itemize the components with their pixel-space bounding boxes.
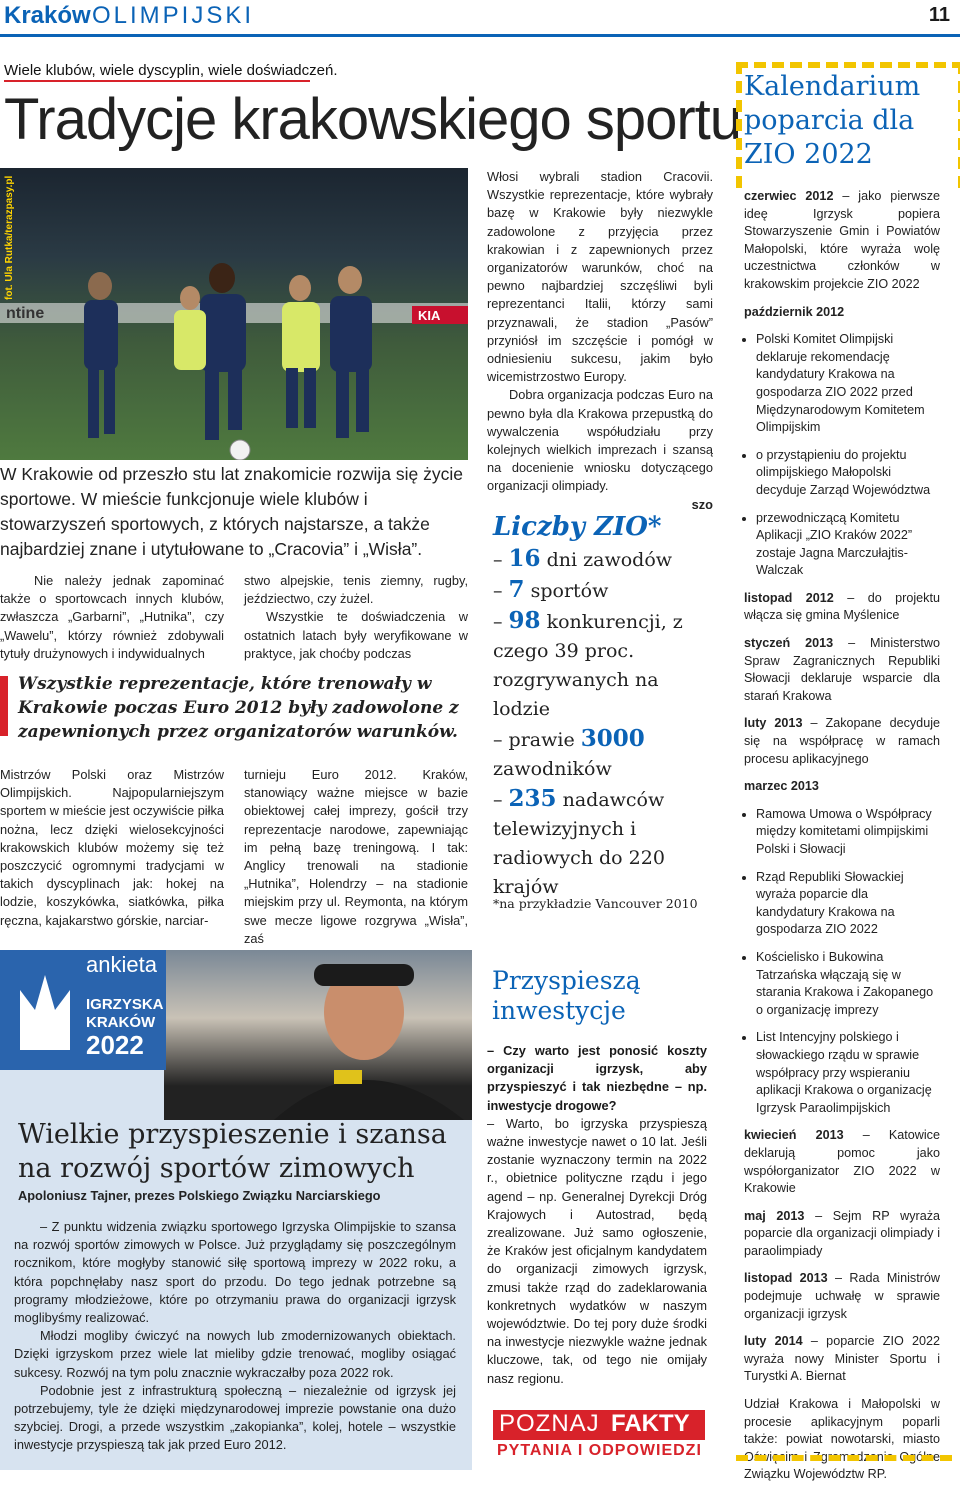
ankieta-body <box>14 1218 456 1455</box>
month: styczeń 2013 <box>744 636 834 651</box>
portrait-photo <box>164 950 472 1120</box>
month: kwiecień 2013 <box>744 1128 844 1143</box>
photo-credit: fot. Ula Rutka/terazpasy.pl <box>4 175 15 300</box>
liczby-row: – 235 nadawców telewizyjnych i radiowych do 220 krajów <box>493 785 665 898</box>
svg-text:KIA: KIA <box>418 308 441 323</box>
col3-signature: szo <box>691 496 713 512</box>
crown-icon <box>10 970 80 1060</box>
ankieta-title: Wielkie przyspieszenie i szansa na rozwój sportów zimowych <box>18 1119 447 1184</box>
month: listopad 2013 <box>744 1271 828 1286</box>
pullquote-bar <box>0 676 8 736</box>
liczby-text: zawodników <box>493 758 612 780</box>
col1-top: Nie należy jednak zapominać także o sportowcach innych klubów, zwłaszcza „Garbarni”, „Hutnika”, czy „Wawelu”, którzy również zdobywali tytuły drużynowych i indywidualnych <box>0 573 224 661</box>
kalendarium-list <box>744 188 940 1494</box>
pytania-text: PYTANIA I ODPOWIEDZI <box>497 1442 702 1459</box>
month: październik 2012 <box>744 304 845 319</box>
portrait-illustration <box>164 950 472 1120</box>
logo-line3: 2022 <box>86 1030 144 1060</box>
pullquote: Wszystkie reprezentacje, które trenowały w Krakowie poczas Euro 2012 były zadowolone z zapewnionych przez organizatorów warunków. <box>18 674 459 742</box>
liczby-row: – 7 sportów <box>493 576 609 603</box>
page-title: Tradycje krakowskiego sportu <box>4 87 742 152</box>
entry: – Ministerstwo Spraw Zagranicznych Republiki Słowacji deklaruje wsparcie dla starań Krakowa <box>744 636 941 703</box>
liczby-row: – prawie 3000 zawodników <box>493 725 645 780</box>
brand-krakow: Kraków <box>4 2 91 29</box>
entry: • Polski Komitet Olimpijski deklaruje rekomendację kandydatury Krakowa na gospodarza ZIO 2022 przed Międzynarodowym Komitetem Olimpijskim <box>756 331 940 437</box>
entry: – Rada Ministrów podejmuje uchwałę w sprawie organizacji igrzysk <box>744 1271 940 1321</box>
entry: – poparcie ZIO 2022 wyraża nowy Minister Sportu i Turystki A. Biernat <box>744 1334 941 1384</box>
liczby-row: – 16 dni zawodów <box>493 545 673 572</box>
kalendarium-bottom-rule <box>736 1455 952 1467</box>
month: luty 2013 <box>744 716 803 731</box>
liczby-num: 3000 <box>580 725 645 752</box>
players-illustration <box>0 168 468 460</box>
liczby-num: 235 <box>508 785 557 812</box>
col2-top-a: stwo alpejskie, tenis ziemny, rugby, jeździectwo, czy żużel. <box>244 573 468 607</box>
liczby-num: 16 <box>508 545 541 572</box>
brand-olimpijski: OLIMPIJSKI <box>92 2 255 29</box>
col1-bottom: Mistrzów Polski oraz Mistrzów Olimpijskich. Najpopularniejszym sportem w mieście jest oczywiście piłka nożna, lecz dzięki wielosekcyjności krakowskich klubów możemy się też poszczycić ogromnymi tradycjami w takich dyscyplinach jak: hokej na lodzie, koszykówka, siatkówka, piłka ręczna, kajakarstwo górskie, narciar- <box>0 767 225 928</box>
entry: – jako pierwsze ideę Igrzysk popiera Stowarzyszenie Gmin i Powiatów Małopolski, które wyraża wolę uczestnictwa członków w krakowskim projekcie ZIO 2022 <box>744 189 941 291</box>
liczby-footnote: *na przykładzie Vancouver 2010 <box>493 896 698 911</box>
month: listopad 2012 <box>744 590 834 605</box>
ankieta-subtitle: Apoloniusz Tajner, prezes Polskiego Związku Narciarskiego <box>18 1188 381 1203</box>
kalendarium-title: Kalendarium poparcia dla ZIO 2022 <box>744 71 921 170</box>
entry: • Ramowa Umowa o Współpracy między komitetami olimpijskimi Polski i Słowacji <box>756 806 940 859</box>
igrzyska-logo <box>0 950 166 1070</box>
poznaj-text: POZNAJ <box>499 1410 600 1437</box>
liczby-title: Liczby ZIO* <box>493 512 662 542</box>
entry: • List Intencyjny polskiego i słowackiego rządu w sprawie współpracy przy wspieraniu aplikacji Krakowa o organizację Igrzysk Paraolimpijskich <box>756 1029 940 1117</box>
entry: – Katowice deklarują pomoc jako współorganizator ZIO 2022 w Krakowie <box>744 1128 940 1196</box>
ankieta-p2: Młodzi mogliby ćwiczyć na nowych lub zmodernizowanych obiektach. Dzięki igrzyskom przez wiele lat mieliby gdzie trenować, mogliby osiągać sukcesy. Rozwój na tym polu znacznie wykraczałby poza 2022 rok. <box>14 1328 456 1380</box>
przyspiesza-answer: – Warto, bo igrzyska przyspieszą ważne inwestycje nawet o 10 lat. Jeśli zostanie wyznaczony termin na 2022 r., obietnice polityczne rządu i jego agend – np. Generalnej Dyrekcji Dróg Krajowych i Autostrad, będą zrealizowane. Już samo ogłoszenie, że Kraków jest oficjalnym kandydatem do organizacji zimowych igrzysk, zmusi także rząd do zadeklarowania konkretnych wydatków w naszym województwie. Do tej pory duże środki na inwestycje niezwykle ważne jednak kluczowe, tak, od tego nie omijały nasz regionu. <box>487 1115 707 1386</box>
przyspiesza-question: – Czy warto jest ponosić koszty organizacji igrzysk, aby przyspieszyć i tak niezbędne – np. inwestycje drogowe? <box>487 1043 707 1113</box>
entry: – do projektu włącza się gmina Myślenice <box>744 590 940 623</box>
svg-text:ntine: ntine <box>6 305 45 322</box>
col2-top-b: Wszystkie te doświadczenia w ostatnich latach były weryfikowane w praktyce, jak choćby podczas <box>244 609 468 661</box>
kicker-underline <box>4 80 310 82</box>
liczby-num: 98 <box>508 607 541 634</box>
liczby-text: nadawców telewizyjnych i radiowych do 220 krajów <box>493 789 665 898</box>
poznaj-fakty-logo <box>493 1408 705 1464</box>
kicker: Wiele klubów, wiele dyscyplin, wiele doświadczeń. <box>4 62 338 79</box>
football-training-photo <box>0 168 468 460</box>
col2-bottom: turnieju Euro 2012. Kraków, stanowiący ważne miejsce w bazie obiektowej całej imprezy, gościł trzy reprezentacje narodowe, zapewniając im pełną bazę treningową. I tak: Anglicy trenowali na stadionie „Hutnika”, Holendrzy – na stadionie miejskim przy ul. Reymonta, na którym swe mecze ligowe rozgrywa „Wisła”, zaś <box>244 767 468 946</box>
ankieta-p1: – Z punktu widzenia związku sportowego Igrzyska Olimpijskie to szansa na rozwój sportów zimowych w Polsce. Już przyglądamy się poszczególnym rocznikom, które mogłyby stanowić siłę sportową imprezy w 2022 roku, a która popchnęłaby nasz sport do przodu. Do tego jednak potrzebne są programy młodzieżowe, które po otrzymaniu prawa do organizacji igrzysk moglibyśmy realizować. <box>14 1219 456 1326</box>
entry: Udział Krakowa i Małopolski w procesie aplikacyjnym poparli także: powiat nowotarski, miasto Oświęcim i Zgromadzenie Ogólne Związku Województw RP. <box>744 1397 940 1482</box>
month: maj 2013 <box>744 1208 805 1223</box>
fakty-text: FAKTY <box>611 1410 690 1437</box>
liczby-row: – 98 konkurencji, z czego 39 proc. rozgrywanych na lodzie <box>493 607 683 720</box>
col3-p1: Włosi wybrali stadion Cracovii. Wszystkie reprezentacje, które wybrały bazę w Krakowie były niezwykle zadowolone z przyjęcia przez krakowian i z zapewnionych przez organizatorów warunków, choć na pewno najbardziej szczęśliwi byli reprezentanci Italii, którzy sami przyznawali, że stadion „Pasów” przyniósł im szczęście i pomógł w odniesieniu sukcesu, jakim było wicemistrzostwo Europy. <box>487 169 713 385</box>
col2-top <box>244 572 468 663</box>
entry: • przewodniczącą Komitetu Aplikacji „ZIO Kraków 2022” zostaje Jagna Marczułajtis-Walczak <box>756 510 940 580</box>
lead-paragraph: W Krakowie od przeszło stu lat znakomicie rozwija się życie sportowe. W mieście funkcjonuje wiele klubów i stowarzyszeń sportowych, z których najstarsze, a także najbardziej znane i utytułowane to „Cracovia” i „Wisła”. <box>0 464 463 559</box>
liczby-pre: prawie <box>508 729 581 751</box>
liczby-list <box>493 544 713 902</box>
page-header <box>0 0 960 32</box>
col3-p2: Dobra organizacja podczas Euro na pewno była dla Krakowa przepustką do wywalczenia współudziału przy kolejnych wielkich imprezach i szansą na docenienie wniosku dotyczącego organizacji olimpiady. <box>487 387 713 494</box>
entry: • Rząd Republiki Słowackiej wyraża poparcie dla kandydatury Krakowa na gospodarza ZIO 2022 <box>756 869 940 939</box>
col3-text <box>487 168 713 514</box>
entry: – Zakopane decyduje się na współpracę w ramach procesu aplikacyjnego <box>744 716 940 766</box>
month: czerwiec 2012 <box>744 189 834 203</box>
logo-line1: IGRZYSKA <box>86 996 164 1013</box>
entry: – Sejm RP wyraża poparcie dla organizacji olimpiady i paraolimpiady <box>744 1208 940 1258</box>
header-rule <box>0 34 960 37</box>
logo-line2: KRAKÓW <box>86 1014 156 1031</box>
liczby-num: 7 <box>508 576 525 603</box>
month: marzec 2013 <box>744 779 819 794</box>
przyspiesza-body <box>487 1042 707 1388</box>
entry: • o przystąpieniu do projektu olimpijskiego Małopolski decyduje Zarząd Województwa <box>756 447 940 500</box>
ankieta-label: ankieta <box>86 952 157 977</box>
przyspiesza-title: Przyspieszą inwestycje <box>492 966 641 1025</box>
liczby-text: konkurencji, z czego 39 proc. rozgrywanych na lodzie <box>493 611 683 720</box>
month: luty 2014 <box>744 1334 803 1349</box>
liczby-text: dni zawodów <box>540 549 673 571</box>
page-number: 11 <box>928 4 950 26</box>
liczby-text: sportów <box>524 580 609 602</box>
ankieta-p3: Podobnie jest z infrastrukturą społeczną – niezależnie od igrzysk jej potrzebujemy, tyle że dzięki międzynarodowej imprezie powstanie ona dużo szybciej. Drogi, a przede wszystkim „zakopianka”, kolej, hotele – wszystkie inwestycje przyspieszą tak jak przed Euro 2012. <box>14 1382 456 1453</box>
entry: • Kościelisko i Bukowina Tatrzańska włączają się w starania Krakowa i Zakopanego o organizację imprezy <box>756 949 940 1019</box>
